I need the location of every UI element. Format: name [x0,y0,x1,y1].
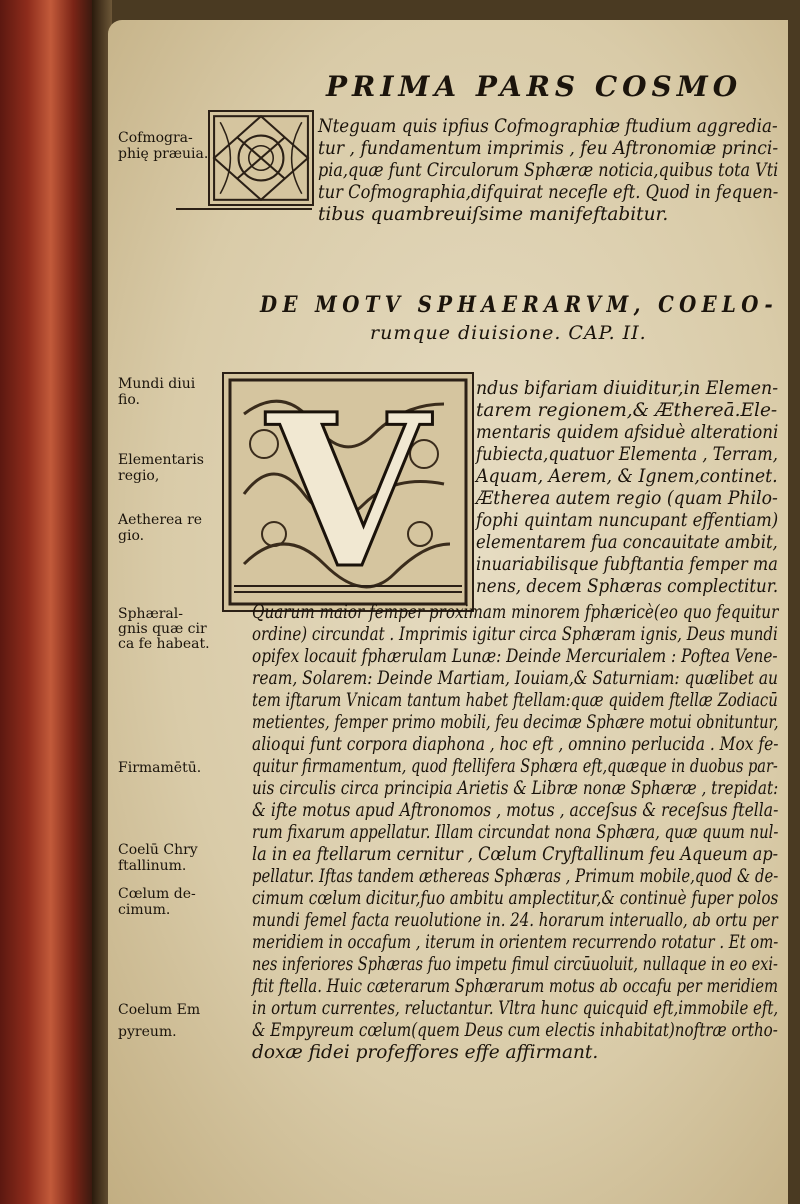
paragraph-2-line: fubiecta,quatuor Elementa , Terram, [476,444,778,465]
margin-note: Aetherea re [118,512,203,528]
initial-letter: V [266,368,430,615]
chapter-title: DE MOTV SPHAERARVM, COELO- [260,292,779,318]
paragraph-2-line: tem iftarum Vnicam tantum habet ftellam:quæ quidem ftellæ Zodiacū [252,690,778,711]
paragraph-2-line: & Empyreum cœlum(quem Deus cum electis inhabitat)noftræ ortho- [252,1020,778,1041]
paragraph-1-line: tur , fundamentum imprimis , feu Aftronomiæ princi- [318,138,779,159]
paragraph-2-line: ftit ftella. Huic cæterarum Sphærarum motus ab occafu per meridiem [252,976,779,997]
margin-note: regio, [118,468,160,484]
chapter-subtitle: rumque diuisione. CAP. II. [370,322,647,344]
margin-note: ftallinum. [118,858,187,874]
paragraph-2-line: Quarum maior femper proximam minorem fphæricè(eo quo fequitur [252,602,779,623]
paragraph-2-line: alioqui funt corpora diaphona , hoc eft , omnino perlucida . Mox fe- [252,734,779,755]
paragraph-2-line: rum fixarum appellatur. Illam circundat nona Sphæra, quæ quum nul- [252,822,779,843]
paragraph-2-line: ream, Solarem: Deinde Martiam, Iouiam,& Saturniam: quælibet au [252,668,778,689]
paragraph-2-line: doxæ fidei profeffores effe affirmant. [252,1042,599,1063]
margin-note: Coelum Em [118,1002,201,1018]
margin-note: Firmamētū. [118,760,202,776]
paragraph-2-line: metientes, femper primo mobili, feu decimæ Sphære motui obnituntur, [252,712,779,733]
paragraph-2-line: tarem regionem,& Æthereā.Ele- [476,400,778,421]
book-page [108,20,788,1204]
paragraph-1-line: pia,quæ funt Circulorum Sphæræ noticia,quibus tota Vti [318,160,779,181]
margin-note: pyreum. [118,1024,177,1040]
paragraph-2-line: & ifte motus apud Aftronomos , motus , acceſsus & receſsus ftella- [252,800,779,821]
paragraph-2-line: pellatur. Iftas tandem æthereas Sphæras , Primum mobile,quod & de- [252,866,779,887]
margin-note: gnis quæ cir [118,621,207,637]
decorated-initial [222,368,474,615]
book-binding [0,0,92,1204]
paragraph-2-line: nens, decem Sphæras complectitur. [476,576,779,597]
margin-note: cimum. [118,902,171,918]
margin-note: Coelū Chry [118,842,198,858]
paragraph-2-line: meridiem in occafum , iterum in orientem recurrendo rotatur . Et om- [252,932,779,953]
paragraph-2-line: mentaris quidem afsiduè alterationi [476,422,779,443]
paragraph-2-line: Ætherea autem regio (quam Philo- [476,488,778,509]
ornament-rule [176,208,312,210]
paragraph-2-line: Aquam, Aerem, & Ignem,continet. [476,466,778,487]
paragraph-2-line: ndus bifariam diuiditur,in Elemen- [476,378,779,399]
knot-ornament-icon [210,112,312,204]
paragraph-1-line: Nteguam quis ipfius Cofmographiæ ftudium aggredia- [318,116,778,137]
margin-note: gio. [118,528,145,544]
paragraph-2-line: opifex locauit fphærulam Lunæ: Deinde Mercurialem : Poftea Vene- [252,646,778,667]
paragraph-2-line: fophi quintam nuncupant effentiam) [476,510,779,531]
margin-note: phię præuia. [118,146,209,162]
paragraph-1-line: tur Cofmographia,difquirat necefle eft. Quod in fequen- [318,182,779,203]
paragraph-2-line: inuariabilisque fubftantia femper ma [476,554,778,575]
margin-note: Sphæral- [118,606,183,622]
paragraph-2-line: elementarem fua concauitate ambit, [476,532,778,553]
paragraph-2-line: cimum cœlum dicitur,fuo ambitu amplectitur,& continuè fuper polos [252,888,779,909]
paragraph-2-line: uis circulis circa principia Arietis & Libræ nonæ Sphæræ , trepidat: [252,778,779,799]
margin-note: fio. [118,392,140,408]
margin-note: Elementaris [118,452,204,468]
margin-note: ca fe habeat. [118,636,210,652]
paragraph-2-line: ordine) circundat . Imprimis igitur circa Sphæram ignis, Deus mundi [252,624,778,645]
margin-note: Cofmogra- [118,130,193,146]
paragraph-2-line: in ortum currentes, reluctantur. Vltra hunc quicquid eft,immobile eft, [252,998,779,1019]
paragraph-2-line: mundi femel facta reuolutione in. 24. horarum interuallo, ab ortu per [252,910,778,931]
paragraph-1-line: tibus quambreuiſsime manifeftabitur. [318,204,669,225]
margin-note: Mundi diui [118,376,196,392]
margin-note: Cœlum de- [118,886,196,902]
paragraph-2-line: nes inferiores Sphæras fuo impetu fimul circūuoluit, nullaque in eo exi- [252,954,778,975]
paragraph-2-line: quitur firmamentum, quod ftellifera Sphæra eft,quæque in duobus par- [252,756,778,777]
running-head: PRIMA PARS COSMO [326,70,743,103]
knot-woodcut [208,110,314,206]
paragraph-2-line: la in ea ftellarum cernitur , Cœlum Cryftallinum feu Aqueum ap- [252,844,779,865]
